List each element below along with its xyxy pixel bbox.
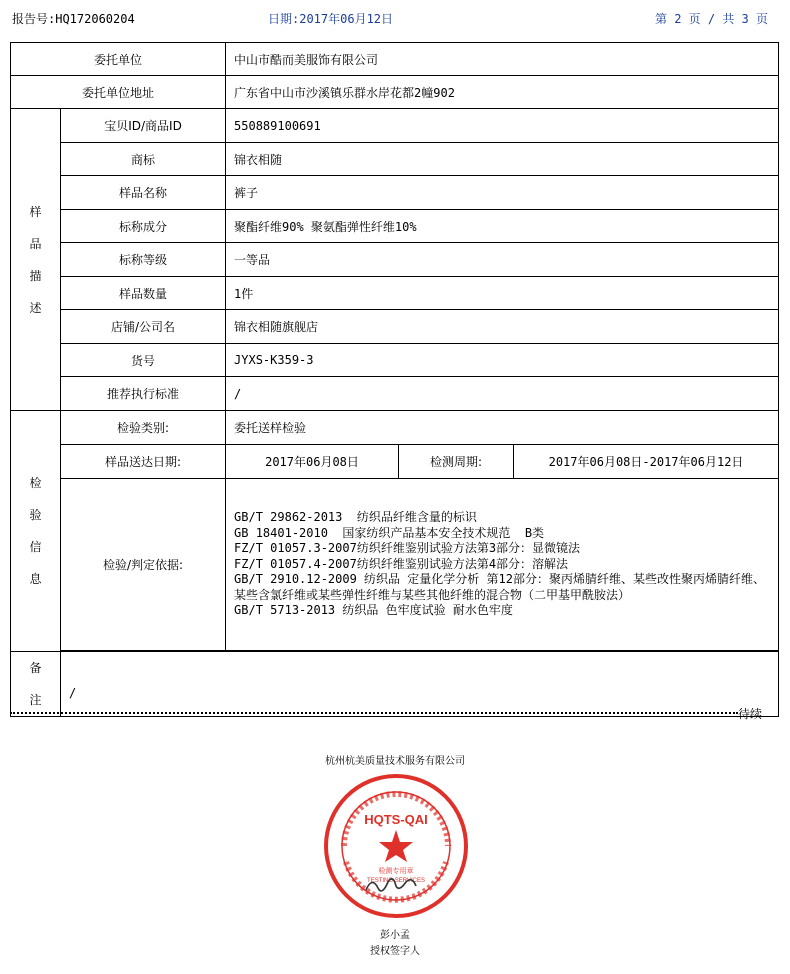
basis-line: GB 18401-2010 国家纺织产品基本安全技术规范 B类 bbox=[234, 525, 545, 540]
inspection-section-side-label bbox=[11, 411, 61, 652]
sample-name-value: 裤子 bbox=[226, 176, 779, 210]
basis-label: 检验/判定依据: bbox=[61, 479, 226, 651]
quantity-value: 1件 bbox=[226, 277, 779, 310]
client-value: 中山市酷而美服饰有限公司 bbox=[226, 43, 779, 76]
product-id-value: 550889100691 bbox=[226, 109, 779, 143]
item-number-value: JYXS-K359-3 bbox=[226, 344, 779, 377]
client-label: 委托单位 bbox=[11, 43, 226, 76]
client-address-row bbox=[11, 76, 779, 109]
signer-title: 授权签字人 bbox=[370, 946, 420, 957]
sample-row bbox=[11, 210, 779, 243]
item-number-label: 货号 bbox=[61, 344, 226, 377]
arrival-date-label: 样品送达日期: bbox=[61, 445, 226, 479]
shop-value: 锦衣相随旗舰店 bbox=[226, 310, 779, 344]
side-char: 样 bbox=[29, 204, 42, 219]
client-address-value: 广东省中山市沙溪镇乐群水岸花都2幢902 bbox=[226, 76, 779, 109]
trademark-label: 商标 bbox=[61, 143, 226, 176]
basis-row bbox=[11, 479, 779, 651]
star-icon bbox=[379, 830, 413, 862]
company-name: 杭州杭美质量技术服务有限公司 bbox=[325, 756, 465, 767]
basis-line: GB/T 5713-2013 纺织品 色牢度试验 耐水色牢度 bbox=[234, 603, 513, 618]
report-date: 日期:2017年06月12日 bbox=[268, 12, 394, 26]
composition-value: 聚酯纤维90% 聚氨酯弹性纤维10% bbox=[226, 210, 779, 243]
grade-value: 一等品 bbox=[226, 243, 779, 277]
side-char: 信 bbox=[29, 540, 42, 554]
sample-row bbox=[11, 310, 779, 344]
side-char: 验 bbox=[29, 508, 42, 522]
shop-label: 店铺/公司名 bbox=[61, 310, 226, 344]
client-row bbox=[11, 43, 779, 76]
basis-line: FZ/T 01057.4-2007纺织纤维鉴别试验方法第4部分：溶解法 bbox=[234, 556, 569, 571]
standard-label: 推荐执行标准 bbox=[61, 377, 226, 411]
seal-use: 检测专用章 bbox=[378, 867, 414, 875]
basis-line: FZ/T 01057.3-2007纺织纤维鉴别试验方法第3部分：显微镜法 bbox=[234, 541, 581, 556]
sample-row bbox=[11, 344, 779, 377]
inspection-type-row bbox=[11, 411, 779, 445]
arrival-row bbox=[11, 445, 779, 479]
quantity-label: 样品数量 bbox=[61, 277, 226, 310]
sample-name-label: 样品名称 bbox=[61, 176, 226, 210]
inspection-type-label: 检验类别: bbox=[61, 411, 226, 445]
arrival-date-value: 2017年06月08日 bbox=[226, 445, 399, 479]
remarks-row bbox=[11, 652, 779, 717]
continuation-dotted-line bbox=[10, 712, 738, 714]
seal-english: TESTING SERVICES bbox=[367, 878, 425, 884]
page-indicator: 第 2 页 / 共 3 页 bbox=[654, 12, 768, 26]
sample-row bbox=[11, 109, 779, 143]
remarks-value: / bbox=[61, 652, 779, 717]
company-seal bbox=[322, 772, 470, 920]
side-char: 检 bbox=[29, 476, 42, 490]
sample-row bbox=[11, 143, 779, 176]
report-number: 报告号:HQ172060204 bbox=[12, 12, 135, 26]
to-be-continued: 待续 bbox=[738, 707, 763, 721]
client-address-label: 委托单位地址 bbox=[11, 76, 226, 109]
sample-row bbox=[11, 277, 779, 310]
basis-list bbox=[226, 479, 779, 651]
seal-name: HQTS-QAI bbox=[364, 812, 428, 827]
grade-label: 标称等级 bbox=[61, 243, 226, 277]
inspection-type-value: 委托送样检验 bbox=[226, 411, 779, 445]
side-char: 述 bbox=[29, 300, 42, 315]
report-table bbox=[10, 42, 779, 717]
signer-name: 彭小孟 bbox=[380, 930, 410, 941]
sample-row bbox=[11, 176, 779, 210]
composition-label: 标称成分 bbox=[61, 210, 226, 243]
side-char: 备 bbox=[29, 661, 42, 675]
standard-value: / bbox=[226, 377, 779, 411]
test-period-value: 2017年06月08日-2017年06月12日 bbox=[514, 445, 779, 479]
trademark-value: 锦衣相随 bbox=[226, 143, 779, 176]
side-char: 描 bbox=[29, 268, 42, 283]
remarks-side-label bbox=[11, 652, 61, 717]
basis-line: GB/T 29862-2013 纺织品纤维含量的标识 bbox=[234, 510, 477, 525]
side-char: 注 bbox=[29, 693, 42, 707]
side-char: 息 bbox=[29, 572, 42, 586]
basis-line: GB/T 2910.12-2009 纺织品 定量化学分析 第12部分：聚丙烯腈纤维、某些改性聚丙烯腈纤维、某些含氯纤维或某些弹性纤维与某些其他纤维的混合物（二甲基甲酰胺法） bbox=[234, 572, 765, 602]
test-period-label: 检测周期: bbox=[399, 445, 514, 479]
side-char: 品 bbox=[29, 236, 42, 251]
sample-section-side-label bbox=[11, 109, 61, 411]
product-id-label: 宝贝ID/商品ID bbox=[61, 109, 226, 143]
sample-row bbox=[11, 377, 779, 411]
sample-row bbox=[11, 243, 779, 277]
